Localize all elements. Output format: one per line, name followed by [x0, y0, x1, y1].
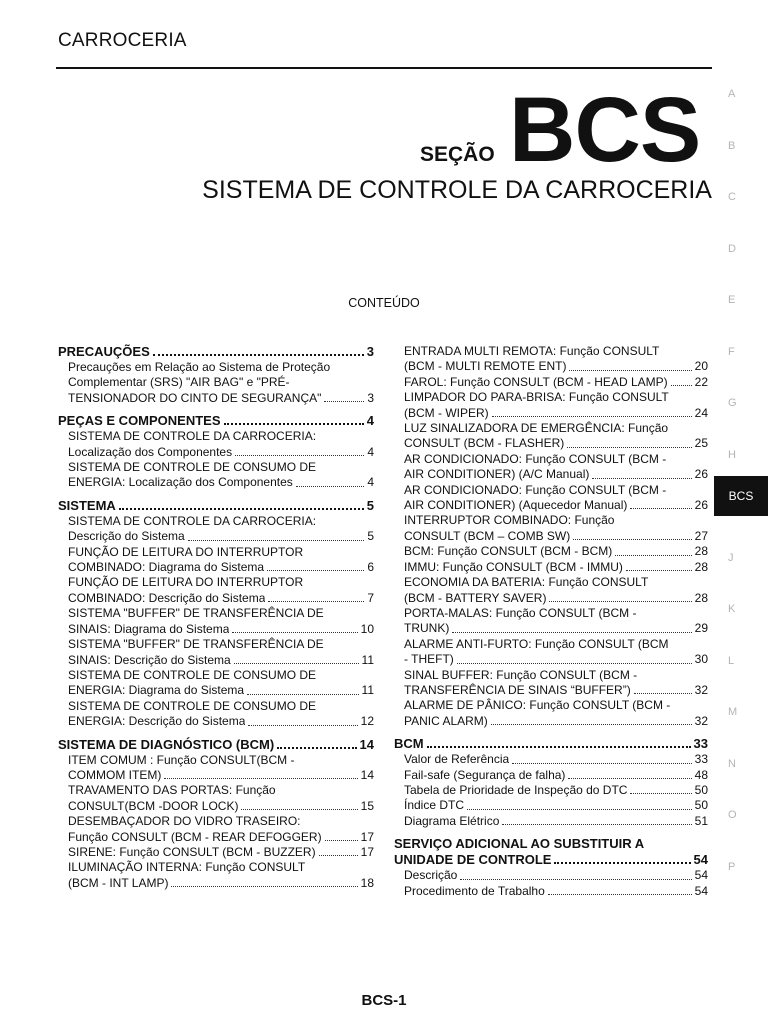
dot-leader — [164, 768, 357, 779]
toc-text-line: ALARME DE PÂNICO: Função CONSULT (BCM - — [404, 698, 671, 713]
toc-section-heading — [394, 836, 708, 852]
toc-entry-title: Índice DTC — [404, 798, 465, 813]
toc-page-number: 17 — [360, 844, 374, 859]
section-tab[interactable]: D — [728, 242, 736, 255]
toc-entry-title: COMBINADO: Diagrama do Sistema — [68, 560, 265, 575]
toc-page-number: 10 — [360, 621, 374, 636]
toc-page-number: 33 — [693, 736, 708, 752]
toc-section-title: SISTEMA DE DIAGNÓSTICO (BCM) — [58, 736, 275, 752]
toc-page-number: 50 — [694, 782, 708, 797]
dot-leader — [188, 529, 365, 540]
toc-entry[interactable] — [394, 359, 708, 374]
dot-leader — [626, 560, 692, 571]
toc-page-number: 25 — [694, 436, 708, 451]
toc-entry[interactable] — [394, 467, 708, 482]
section-header-title: CARROCERIA — [58, 30, 187, 51]
toc-section-heading[interactable] — [58, 344, 374, 360]
toc-entry-title: BCM: Função CONSULT (BCM - BCM) — [404, 544, 613, 559]
dot-leader — [457, 652, 692, 663]
toc-entry[interactable] — [394, 436, 708, 451]
toc-entry[interactable] — [394, 714, 708, 729]
toc-entry-title: ENERGIA: Localização dos Componentes — [68, 475, 293, 490]
toc-entry-title: SINAIS: Descrição do Sistema — [68, 652, 231, 667]
dot-leader — [512, 752, 691, 763]
dot-leader — [573, 529, 691, 540]
toc-entry-title: SIRENE: Função CONSULT (BCM - BUZZER) — [68, 844, 316, 859]
toc-entry-title: (BCM - MULTI REMOTE ENT) — [404, 359, 567, 374]
toc-entry-title: IMMU: Função CONSULT (BCM - IMMU) — [404, 559, 623, 574]
dot-leader — [592, 467, 691, 478]
toc-entry[interactable] — [394, 529, 708, 544]
dot-leader — [296, 475, 365, 486]
toc-text-line: DESEMBAÇADOR DO VIDRO TRASEIRO: — [68, 814, 301, 829]
toc-page-number: 51 — [694, 813, 708, 828]
toc-entry-title: Tabela de Prioridade de Inspeção do DTC — [404, 782, 628, 797]
toc-entry[interactable] — [58, 653, 374, 668]
toc-entry[interactable] — [58, 529, 374, 544]
toc-entry-title: Descrição — [404, 868, 458, 883]
toc-text-line: AR CONDICIONADO: Função CONSULT (BCM - — [404, 451, 667, 466]
toc-entry[interactable] — [58, 768, 374, 783]
toc-text-line: SISTEMA DE CONTROLE DA CARROCERIA: — [68, 429, 317, 444]
toc-page-number: 4 — [367, 475, 374, 490]
section-tab[interactable]: G — [728, 397, 737, 409]
section-tab[interactable]: P — [728, 860, 736, 873]
dot-leader — [325, 830, 358, 841]
toc-entry[interactable] — [58, 591, 374, 606]
toc-page-number: 11 — [361, 683, 374, 698]
toc-page-number: 14 — [359, 736, 374, 752]
toc-page-number: 26 — [694, 498, 708, 513]
toc-page-number: 30 — [694, 652, 708, 667]
toc-entry-title: - THEFT) — [404, 652, 454, 667]
toc-page-number: 28 — [694, 559, 708, 574]
toc-section-title: PRECAUÇÕES — [58, 344, 150, 359]
toc-page-number: 3 — [366, 344, 374, 359]
toc-section-title: SERVIÇO ADICIONAL AO SUBSTITUIR A — [394, 836, 645, 852]
dot-leader — [491, 714, 692, 725]
section-code: BCS — [509, 79, 701, 181]
dot-leader — [554, 852, 690, 864]
toc-page-number: 11 — [361, 652, 374, 667]
toc-section-heading[interactable] — [394, 852, 708, 868]
dot-leader — [247, 683, 358, 694]
toc-page-number: 3 — [367, 390, 374, 405]
dot-leader — [119, 498, 364, 510]
toc-page-number: 54 — [694, 883, 708, 898]
toc-entry[interactable] — [394, 406, 708, 421]
section-label: SEÇÃO — [420, 143, 495, 166]
toc-entry-title: FAROL: Função CONSULT (BCM - HEAD LAMP) — [404, 374, 668, 389]
toc-entry-title: PANIC ALARM) — [404, 713, 488, 728]
dot-leader — [153, 344, 364, 356]
toc-entry[interactable] — [394, 652, 708, 667]
toc-text-line: ECONOMIA DA BATERIA: Função CONSULT — [404, 575, 649, 590]
toc-page-number: 54 — [693, 852, 708, 868]
dot-leader — [548, 884, 692, 895]
toc-entry[interactable] — [394, 621, 708, 636]
toc-entry[interactable] — [394, 814, 708, 829]
toc-section-heading[interactable] — [58, 413, 374, 429]
dot-leader — [569, 359, 691, 370]
toc-page-number: 18 — [360, 875, 374, 890]
toc-entry-title: ENERGIA: Descrição do Sistema — [68, 714, 246, 729]
toc-entry-title: Fail-safe (Segurança de falha) — [404, 767, 566, 782]
section-tab[interactable]: B — [728, 139, 736, 152]
toc-entry-title: ENERGIA: Diagrama do Sistema — [68, 683, 245, 698]
header-divider — [56, 67, 712, 69]
toc-entry[interactable] — [394, 884, 708, 899]
toc-text-line: TRAVAMENTO DAS PORTAS: Função — [68, 783, 276, 798]
dot-leader — [235, 445, 364, 456]
toc-section-title: BCM — [394, 736, 424, 752]
toc-text-line: INTERRUPTOR COMBINADO: Função — [404, 513, 615, 528]
toc-entry-title: Localização dos Componentes — [68, 444, 233, 459]
section-tab[interactable]: H — [728, 448, 736, 461]
toc-page-number: 14 — [360, 767, 374, 782]
toc-entry-title: COMMOM ITEM) — [68, 767, 162, 782]
toc-text-line: SINAL BUFFER: Função CONSULT (BCM - — [404, 667, 638, 682]
toc-entry-title: Valor de Referência — [404, 752, 510, 767]
toc-text-line: PORTA-MALAS: Função CONSULT (BCM - — [404, 605, 637, 620]
toc-text-line: ILUMINAÇÃO INTERNA: Função CONSULT — [68, 860, 306, 875]
section-tab[interactable]: L — [728, 654, 735, 667]
toc-entry[interactable] — [58, 683, 374, 698]
toc-entry-title: CONSULT (BCM - FLASHER) — [404, 436, 565, 451]
toc-entry-title: (BCM - INT LAMP) — [68, 875, 169, 890]
dot-leader — [452, 621, 691, 632]
toc-page-number: 7 — [367, 590, 374, 605]
toc-page-number: 26 — [694, 467, 708, 482]
toc-section-title: UNIDADE DE CONTROLE — [394, 852, 552, 868]
dot-leader — [427, 736, 691, 748]
toc-entry-title: SINAIS: Diagrama do Sistema — [68, 621, 230, 636]
contents-heading: CONTEÚDO — [348, 296, 420, 310]
toc-text-line: Precauções em Relação ao Sistema de Proteção — [68, 360, 331, 374]
toc-page-number: 20 — [694, 359, 708, 374]
toc-section-title: SISTEMA — [58, 497, 116, 513]
section-tab[interactable]: A — [728, 88, 736, 100]
toc-entry[interactable] — [58, 845, 374, 860]
dot-leader — [248, 714, 357, 725]
toc-section-heading[interactable] — [58, 737, 374, 753]
toc-entry-title: Descrição do Sistema — [68, 529, 185, 544]
toc-entry[interactable] — [394, 683, 708, 698]
toc-entry-title: TRANSFERÊNCIA DE SINAIS “BUFFER”) — [404, 682, 631, 697]
toc-entry-title: CONSULT (BCM – COMB SW) — [404, 528, 571, 543]
dot-leader — [467, 798, 692, 809]
toc-page-number: 6 — [367, 560, 374, 575]
toc-text-line: SISTEMA "BUFFER" DE TRANSFERÊNCIA DE — [68, 606, 324, 621]
toc-entry[interactable] — [394, 752, 708, 767]
toc-entry[interactable] — [58, 560, 374, 575]
toc-page-number: 50 — [694, 798, 708, 813]
dot-leader — [630, 498, 691, 509]
toc-page-number: 22 — [694, 374, 708, 389]
toc-entry[interactable] — [394, 783, 708, 798]
dot-leader — [277, 737, 356, 749]
toc-page-number: 12 — [360, 714, 374, 729]
toc-entry[interactable] — [58, 830, 374, 845]
dot-leader — [460, 868, 691, 879]
toc-text-line: FUNÇÃO DE LEITURA DO INTERRUPTOR — [68, 544, 304, 559]
toc-page-number: 27 — [694, 528, 708, 543]
toc-text-line: ITEM COMUM : Função CONSULT(BCM - — [68, 752, 295, 767]
toc-text-line: FUNÇÃO DE LEITURA DO INTERRUPTOR — [68, 575, 304, 590]
toc-entry-title: AIR CONDITIONER) (A/C Manual) — [404, 467, 590, 482]
toc-entry[interactable] — [58, 475, 374, 490]
section-tab[interactable]: N — [728, 757, 736, 770]
toc-page-number: 24 — [694, 405, 708, 420]
toc-page-number: 33 — [694, 752, 708, 767]
dot-leader — [319, 845, 358, 856]
toc-entry-title: AIR CONDITIONER) (Aquecedor Manual) — [404, 498, 628, 513]
section-tab[interactable]: M — [728, 706, 738, 718]
toc-entry-title: (BCM - BATTERY SAVER) — [404, 590, 547, 605]
toc-entry[interactable] — [58, 622, 374, 637]
toc-entry[interactable] — [394, 591, 708, 606]
toc-entry[interactable] — [394, 375, 708, 390]
dot-leader — [549, 591, 691, 602]
toc-entry[interactable] — [58, 714, 374, 729]
section-tab[interactable]: E — [728, 294, 736, 306]
dot-leader — [324, 391, 364, 402]
toc-text-line: SISTEMA DE CONTROLE DE CONSUMO DE — [68, 460, 317, 475]
toc-section-title: PEÇAS E COMPONENTES — [58, 413, 221, 429]
toc-entry[interactable] — [394, 868, 708, 883]
toc-entry-title: Procedimento de Trabalho — [404, 883, 545, 898]
section-tab[interactable]: J — [728, 551, 734, 564]
toc-text-line: SISTEMA DE CONTROLE DE CONSUMO DE — [68, 698, 317, 713]
toc-text-line: AR CONDICIONADO: Função CONSULT (BCM - — [404, 482, 667, 497]
toc-entry-title: TENSIONADOR DO CINTO DE SEGURANÇA" — [68, 390, 322, 405]
toc-page-number: 48 — [694, 767, 708, 782]
dot-leader — [492, 406, 692, 417]
toc-entry[interactable] — [394, 544, 708, 559]
toc-entry[interactable] — [58, 876, 374, 891]
dot-leader — [224, 413, 364, 425]
toc-entry-title: COMBINADO: Descrição do Sistema — [68, 590, 266, 605]
section-tab[interactable]: K — [728, 603, 736, 615]
toc-page-number: 15 — [360, 798, 374, 813]
toc-page-number: 54 — [694, 868, 708, 883]
section-tab[interactable]: O — [728, 809, 737, 821]
toc-page-number: 28 — [694, 590, 708, 605]
toc-page-number: 5 — [366, 497, 374, 513]
dot-leader — [630, 783, 691, 794]
toc-text-line: SISTEMA "BUFFER" DE TRANSFERÊNCIA DE — [68, 637, 324, 652]
dot-leader — [268, 591, 364, 602]
page-number: BCS-1 — [361, 992, 407, 1009]
toc-page-number: 5 — [367, 529, 374, 544]
toc-entry-title: (BCM - WIPER) — [404, 405, 489, 420]
dot-leader — [634, 683, 692, 694]
section-tab[interactable]: F — [728, 345, 735, 358]
toc-page-number: 4 — [366, 413, 374, 429]
toc-text-line: ENTRADA MULTI REMOTA: Função CONSULT — [404, 344, 660, 358]
toc-right-column — [394, 344, 708, 899]
toc-entry[interactable] — [394, 560, 708, 575]
section-tab[interactable]: C — [728, 191, 736, 203]
toc-entry[interactable] — [58, 445, 374, 460]
toc-entry[interactable] — [58, 391, 374, 406]
section-tab-active[interactable]: BCS — [714, 476, 768, 516]
dot-leader — [567, 436, 691, 447]
toc-page-number: 32 — [694, 682, 708, 697]
toc-entry-title: TRUNK) — [404, 621, 450, 636]
toc-text-line: LUZ SINALIZADORA DE EMERGÊNCIA: Função — [404, 421, 669, 436]
toc-entry-title: CONSULT(BCM -DOOR LOCK) — [68, 798, 239, 813]
section-subtitle: SISTEMA DE CONTROLE DA CARROCERIA — [202, 176, 712, 204]
dot-leader — [232, 622, 357, 633]
toc-text-line: ALARME ANTI-FURTO: Função CONSULT (BCM — [404, 636, 669, 651]
dot-leader — [615, 544, 691, 555]
toc-section-heading[interactable] — [394, 736, 708, 752]
toc-entry[interactable] — [394, 498, 708, 513]
dot-leader — [171, 876, 357, 887]
toc-left-column — [58, 344, 374, 891]
toc-entry[interactable] — [394, 798, 708, 813]
toc-entry-title: Função CONSULT (BCM - REAR DEFOGGER) — [68, 829, 322, 844]
dot-leader — [502, 814, 691, 825]
dot-leader — [234, 653, 359, 664]
toc-text-line: LIMPADOR DO PARA-BRISA: Função CONSULT — [404, 390, 669, 405]
toc-page-number: 28 — [694, 544, 708, 559]
dot-leader — [671, 375, 692, 386]
toc-text-line: SISTEMA DE CONTROLE DA CARROCERIA: — [68, 513, 317, 528]
dot-leader — [267, 560, 364, 571]
toc-entry[interactable] — [394, 768, 708, 783]
toc-text-line: Complementar (SRS) "AIR BAG" e "PRÉ- — [68, 375, 290, 390]
dot-leader — [568, 768, 691, 779]
toc-page-number: 29 — [694, 621, 708, 636]
toc-entry[interactable] — [58, 799, 374, 814]
toc-page-number: 17 — [360, 829, 374, 844]
toc-section-heading[interactable] — [58, 498, 374, 514]
dot-leader — [241, 799, 357, 810]
toc-entry-title: Diagrama Elétrico — [404, 813, 500, 828]
toc-text-line: SISTEMA DE CONTROLE DE CONSUMO DE — [68, 667, 317, 682]
toc-page-number: 32 — [694, 713, 708, 728]
toc-page-number: 4 — [367, 444, 374, 459]
